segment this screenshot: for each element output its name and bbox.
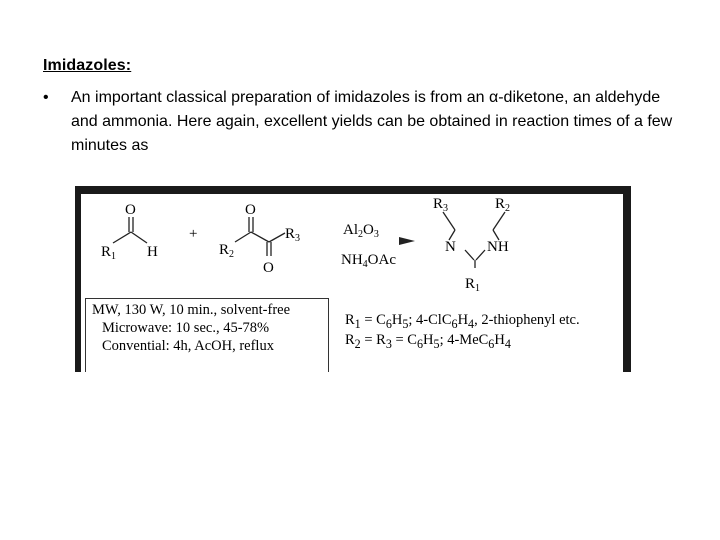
substituents-line-2: $R_2 = R_3 = C_6H_5$; $4-MeC_6H_4$ (345, 332, 511, 351)
reaction-scheme-drawing (81, 194, 623, 298)
diketone-structure (235, 217, 285, 256)
condition-line: MW, 130 W, 10 min., solvent-free (92, 302, 291, 318)
reagent-alumina: $Al_2O_3$ (343, 222, 379, 240)
reaction-scheme-image (75, 186, 631, 372)
product-nitrogen: N (445, 239, 456, 255)
reaction-scheme (81, 194, 623, 372)
aldehyde-structure (113, 217, 147, 243)
condition-line: Microwave: 10 sec., 45-78% (102, 320, 270, 336)
product-r1: $R_1$ (465, 276, 481, 294)
slide-title: Imidazoles: (43, 57, 132, 74)
product-r3: $R_3$ (433, 196, 449, 214)
bullet-paragraph (43, 86, 683, 158)
diketone-r3: $R_3$ (285, 226, 301, 244)
product-r2: $R_2$ (495, 196, 511, 214)
aldehyde-oxygen: O (125, 202, 136, 218)
bullet-text: An important classical preparation of imidazoles is from an α-diketone, an aldehyde and ammonia. Here again, excellent yields can be obtained in reaction times of a few minutes as (71, 89, 673, 154)
product-nh: NH (487, 239, 509, 255)
aldehyde-r1: $R_1$ (101, 244, 117, 262)
diketone-oxygen-top: O (245, 202, 256, 218)
reagent-ammonium-acetate: $NH_4OAc$ (341, 252, 396, 270)
reaction-arrow-icon (399, 237, 415, 245)
conditions-box (85, 298, 329, 372)
substituents-line-1: $R_1 = C_6H_5$; $4-ClC_6H_4$, 2-thiophenyl etc. (345, 312, 580, 331)
diketone-r2: $R_2$ (219, 242, 235, 260)
diketone-oxygen-bottom: O (263, 260, 274, 276)
aldehyde-hydrogen: H (147, 244, 158, 260)
condition-line: Convential: 4h, AcOH, reflux (102, 338, 274, 354)
bullet-icon: • (43, 89, 49, 106)
plus-sign: + (189, 226, 198, 242)
